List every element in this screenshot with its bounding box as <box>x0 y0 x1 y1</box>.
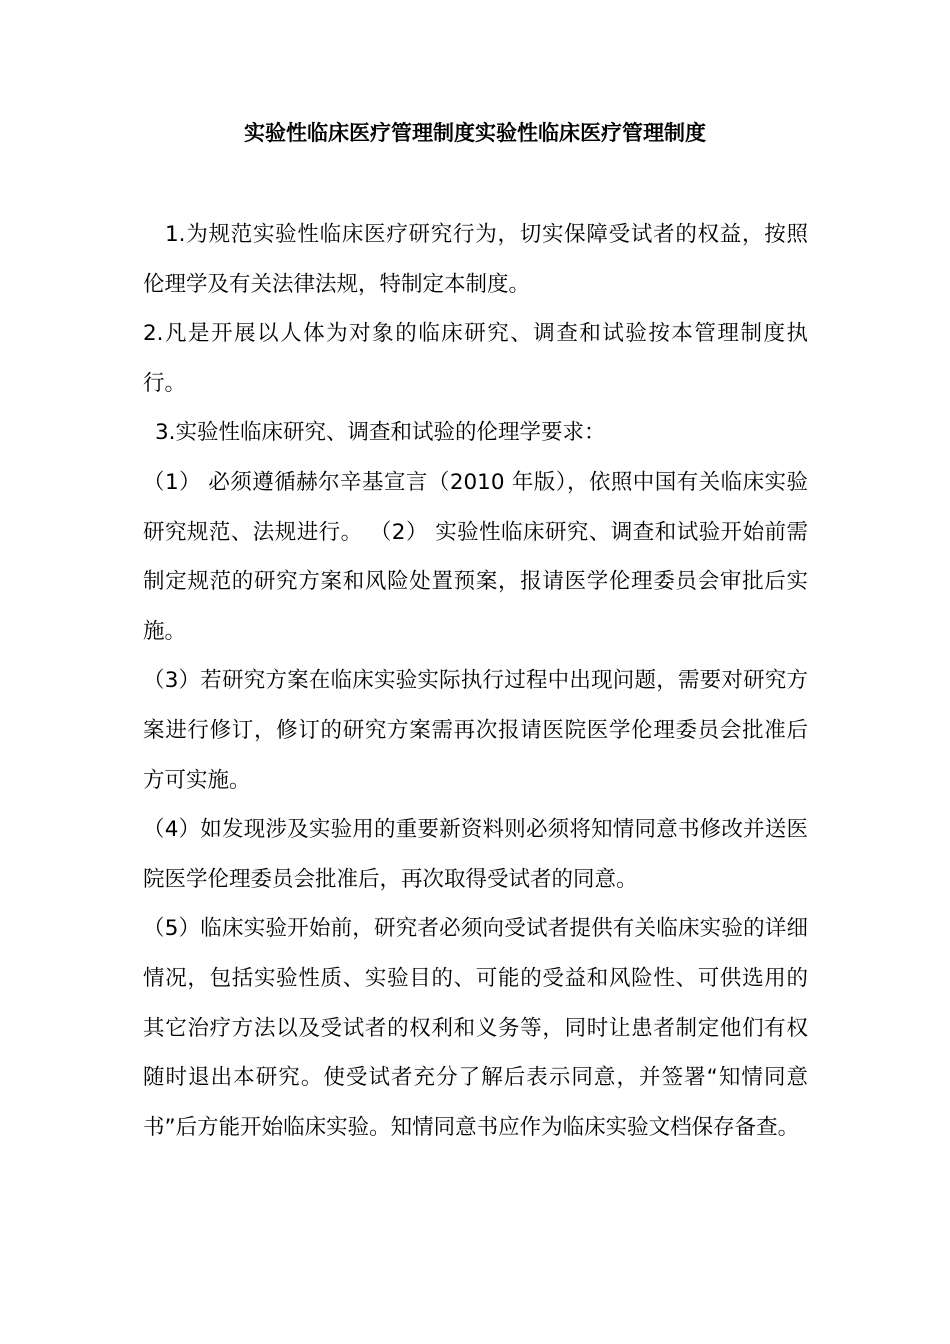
paragraph-7: （5）临床实验开始前，研究者必须向受试者提供有关临床实验的详细情况，包括实验性质、实验目的、可能的受益和风险性、可供选用的其它治疗方法以及受试者的权利和义务等，同时让患者制定他们有权随时退出本研究。使受试者充分了解后表示同意，并签署“知情同意书”后方能开始临床实验。知情同意书应作为临床实验文档保存备查。 <box>143 916 808 1140</box>
paragraph-3: 3.实验性临床研究、调查和试验的伦理学要求： <box>155 420 606 446</box>
paragraph-6: （4）如发现涉及实验用的重要新资料则必须将知情同意书修改并送医院医学伦理委员会批准后，再次取得受试者的同意。 <box>143 817 808 892</box>
document-title: 实验性临床医疗管理制度实验性临床医疗管理制度 <box>244 121 706 145</box>
document-body <box>143 210 808 1152</box>
paragraph-2: 2.凡是开展以人体为对象的临床研究、调查和试验按本管理制度执行。 <box>143 321 808 396</box>
paragraph-1: 1.为规范实验性临床医疗研究行为，切实保障受试者的权益，按照伦理学及有关法律法规，特制定本制度。 <box>143 222 808 297</box>
paragraph-4: （1） 必须遵循赫尔辛基宣言（2010 年版），依照中国有关临床实验研究规范、法规进行。 （2） 实验性临床研究、调查和试验开始前需制定规范的研究方案和风险处置预案，报请医学伦理委员会审批后实施。 <box>143 469 808 644</box>
paragraph-5: （3）若研究方案在临床实验实际执行过程中出现问题，需要对研究方案进行修订，修订的研究方案需再次报请医院医学伦理委员会批准后方可实施。 <box>143 668 808 793</box>
